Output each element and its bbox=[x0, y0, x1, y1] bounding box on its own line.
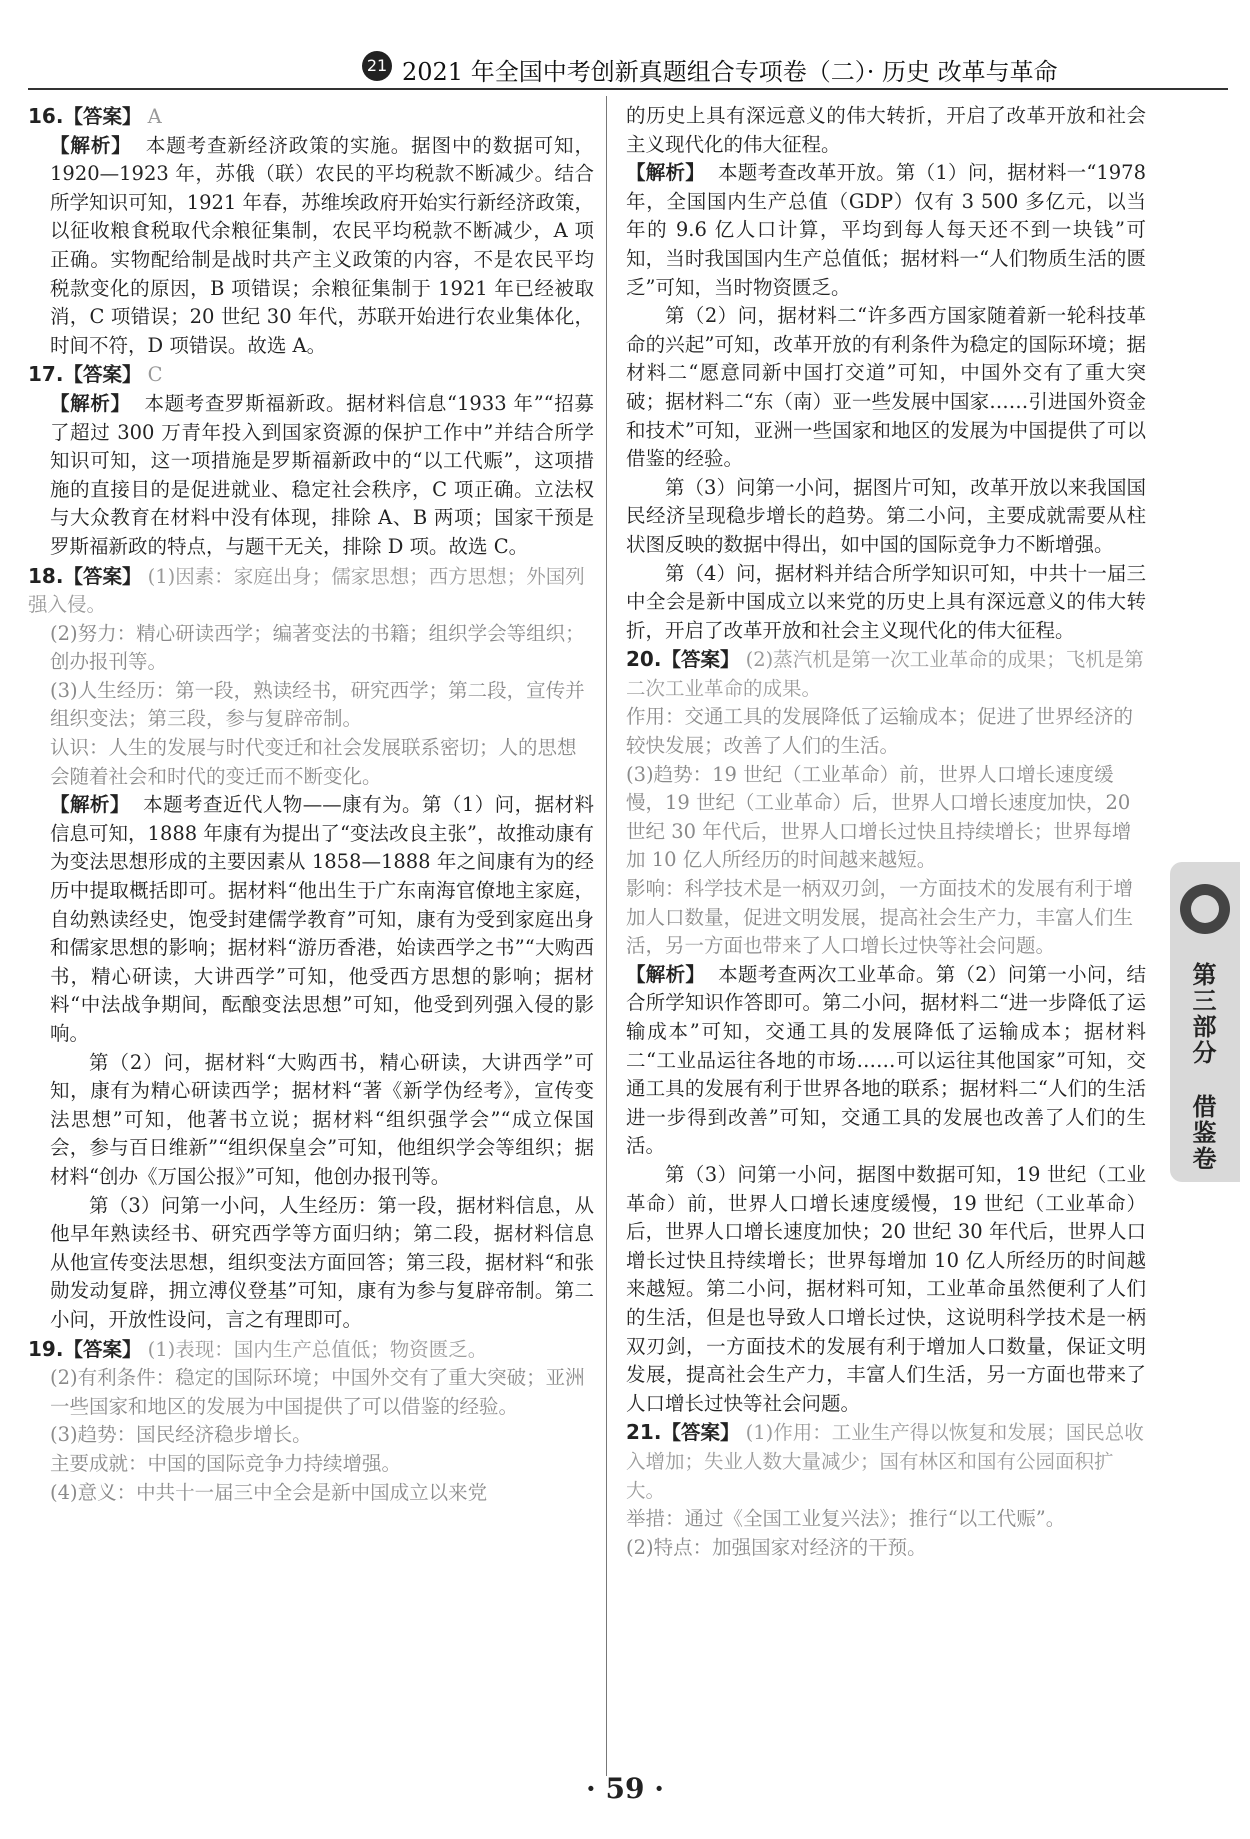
answer-continuation: 的历史上具有深远意义的伟大转折，开启了改革开放和社会主义现代化的伟大征程。 bbox=[626, 104, 1146, 156]
analysis-paragraph: 第（3）问第一小问，据图片可知，改革开放以来我国国民经济呈现稳步增长的趋势。第二小问，主要成就需要从柱状图反映的数据中得出，如中国的国际竞争力不断增强。 bbox=[626, 475, 1146, 556]
analysis-text: 本题考查近代人物——康有为。第（1）问，据材料信息可知，1888 年康有为提出了“变法改良主张”，故推动康有为变法思想形成的主要因素从 1858—1888 年之间康有为的经历中提取概括即可。据材料“他出生于广东南海官僚地主家庭，自幼熟读经史，饱受封建儒学教育”可知，康有为受到家庭出身和儒家思想的影响；据材料“游历香港，始读西学之书”“大购西书，精心研读，大讲西学”可知，他受西方思想的影响；据材料“中法战争期间，酝酿变法思想”可知，他受到列强入侵的影响。 bbox=[50, 793, 594, 1045]
analysis-paragraph bbox=[28, 791, 594, 1048]
answer-line: (3)趋势：19 世纪（工业革命）前，世界人口增长速度缓慢，19 世纪（工业革命）后，世界人口增长速度加快，20 世纪 30 年代后，世界人口增长过快且持续增长；世界每增加 10 亿人所经历的时间越来越短。 bbox=[626, 762, 1132, 872]
page-number: · 59 · bbox=[586, 1772, 664, 1805]
analysis-tag: 【解析】 bbox=[626, 161, 706, 185]
question-20 bbox=[626, 645, 1146, 1418]
answer-tag: 【答案】 bbox=[63, 1337, 142, 1361]
target-icon bbox=[1180, 884, 1230, 934]
answer-line: (1)表现：国内生产总值低；物资匮乏。 bbox=[147, 1337, 488, 1361]
analysis-paragraph: 第（3）问第一小问，据图中数据可知，19 世纪（工业革命）前，世界人口增长速度缓慢，19 世纪（工业革命）后，世界人口增长速度加快；20 世纪 30 年代后，世界人口增长过快且持续增长；世界每增加 10 亿人所经历的时间越来越短。第二小问，据材料可知，工业革命虽然便利了人们的生活，但是也导致人口增长过快，这说明科学技术是一柄双刃剑，一方面技术的发展有利于增加人口数量，保证文明发展，提高社会生产力，丰富人们生活，另一方面也带来了人口增长过快等社会问题。 bbox=[626, 1162, 1146, 1415]
answer-line: (2)有利条件：稳定的国际环境；中国外交有了重大突破；亚洲一些国家和地区的发展为中国提供了可以借鉴的经验。 bbox=[50, 1366, 585, 1418]
side-tab-part: 第三部分 bbox=[1188, 962, 1216, 1066]
header-title-text: 2021 年全国中考创新真题组合专项卷（二）· 历史 改革与革命 bbox=[402, 58, 1058, 86]
analysis-paragraph bbox=[28, 132, 594, 361]
answer-tag: 【答案】 bbox=[63, 105, 142, 128]
column-divider bbox=[606, 96, 607, 1776]
question-number: 16. bbox=[28, 104, 64, 128]
analysis-paragraph: 第（2）问，据材料二“许多西方国家随着新一轮科技革命的兴起”可知，改革开放的有利条件为稳定的国际环境；据材料二“愿意同新中国打交道”可知，中国外交有了重大突破；据材料二“东（南）亚一些发展中国家……引进国外资金和技术”可知，亚洲一些国家和地区的发展为中国提供了可以借鉴的经验。 bbox=[626, 304, 1146, 471]
analysis-text: 本题考查罗斯福新政。据材料信息“1933 年”“招募了超过 300 万青年投入到国家资源的保护工作中”并结合所学知识可知，这一项措施是罗斯福新政中的“以工代赈”，这项措施的直接目的是促进就业、稳定社会秩序，C 项正确。立法权与大众教育在材料中没有体现，排除 A、B 两项；国家干预是罗斯福新政的特点，与题干无关，排除 D 项。故选 C。 bbox=[50, 391, 594, 558]
analysis-paragraph: 第（2）问，据材料“大购西书，精心研读，大讲西学”可知，康有为精心研读西学；据材料“著《新学伪经考》，宣传变法思想”可知，他著书立说；据材料“组织强学会”“成立保国会，参与百日维新”“组织保皇会”可知，他组织学会等组织；据材料“创办《万国公报》”可知，他创办报刊等。 bbox=[50, 1050, 594, 1188]
answer-value: A bbox=[147, 105, 162, 128]
question-21 bbox=[626, 1418, 1146, 1562]
question-number: 19. bbox=[28, 1336, 64, 1361]
analysis-paragraph bbox=[626, 961, 1146, 1161]
analysis-tag: 【解析】 bbox=[50, 391, 131, 415]
answer-line: (2)努力：精心研读西学；编著变法的书籍；组织学会等组织；创办报刊等。 bbox=[50, 621, 585, 674]
question-16 bbox=[28, 102, 594, 360]
answer-line: (3)趋势：国民经济稳步增长。 bbox=[50, 1423, 312, 1447]
question-number: 18. bbox=[28, 563, 64, 588]
answer-value: C bbox=[147, 363, 163, 387]
answer-tag: 【答案】 bbox=[661, 648, 740, 672]
answer-line: (3)人生经历：第一段，熟读经书，研究西学；第二段，宣传并组织变法；第三段，参与复辟帝制。 bbox=[50, 678, 585, 731]
analysis-tag: 【解析】 bbox=[50, 133, 132, 157]
answer-line: 主要成就：中国的国际竞争力持续增强。 bbox=[50, 1451, 402, 1475]
question-number: 17. bbox=[28, 362, 64, 387]
analysis-text: 本题考查新经济政策的实施。据图中的数据可知，1920—1923 年，苏俄（联）农民的平均税款不断减少。结合所学知识可知，1921 年春，苏维埃政府开始实行新经济政策，以征收粮食税取代余粮征集制，农民平均税款不断减少，A 项正确。实物配给制是战时共产主义政策的内容，不是农民平均税款变化的原因，B 项错误；余粮征集制于 1921 年已经被取消，C 项错误；20 世纪 30 年代，苏联开始进行农业集体化，时间不符，D 项错误。故选 A。 bbox=[50, 133, 594, 357]
answer-tag: 【答案】 bbox=[63, 564, 142, 588]
left-column bbox=[28, 102, 594, 1507]
series-badge: 21 bbox=[362, 51, 392, 81]
analysis-tag: 【解析】 bbox=[50, 793, 130, 817]
page-header bbox=[0, 0, 1250, 84]
question-number: 21. bbox=[626, 1420, 662, 1445]
question-18 bbox=[28, 562, 594, 1335]
answer-line: (1)作用：工业生产得以恢复和发展；国民总收入增加；失业人数大量减少；国有林区和国有公园面积扩大。 bbox=[626, 1421, 1144, 1502]
answer-tag: 【答案】 bbox=[661, 1421, 740, 1445]
header-title bbox=[362, 52, 1058, 87]
analysis-text: 本题考查两次工业革命。第（2）问第一小问，结合所学知识作答即可。第二小问，据材料二“进一步降低了运输成本”可知，交通工具的发展降低了运输成本；据材料二“工业品运往各地的市场……可以运往其他国家”可知，交通工具的发展有利于世界各地的联系；据材料二“人们的生活进一步得到改善”可知，交通工具的发展也改善了人们的生活。 bbox=[626, 962, 1146, 1158]
analysis-tag: 【解析】 bbox=[626, 962, 706, 986]
right-column bbox=[626, 102, 1146, 1562]
answer-line: (4)意义：中共十一届三中全会是新中国成立以来党 bbox=[50, 1480, 488, 1504]
answer-line: (2)蒸汽机是第一次工业革命的成果；飞机是第二次工业革命的成果。 bbox=[626, 648, 1144, 700]
side-tab-name: 借鉴卷 bbox=[1188, 1094, 1216, 1172]
analysis-paragraph bbox=[28, 390, 594, 562]
answer-line: 举措：通过《全国工业复兴法》；推行“以工代赈”。 bbox=[626, 1507, 1066, 1531]
answer-tag: 【答案】 bbox=[63, 363, 142, 387]
section-side-tab bbox=[1170, 862, 1240, 1182]
answer-line: 认识：人生的发展与时代变迁和社会发展联系密切；人的思想会随着社会和时代的变迁而不断变化。 bbox=[50, 736, 577, 788]
analysis-paragraph: 第（3）问第一小问，人生经历：第一段，据材料信息，从他早年熟读经书、研究西学等方面归纳；第二段，据材料信息从他宣传变法思想，组织变法方面回答；第三段，据材料“和张勋发动复辟，拥立溥仪登基”可知，康有为参与复辟帝制。第二小问，开放性设问，言之有理即可。 bbox=[50, 1193, 594, 1331]
answer-line: 作用：交通工具的发展降低了运输成本；促进了世界经济的较快发展；改善了人们的生活。 bbox=[626, 705, 1134, 758]
question-number: 20. bbox=[626, 647, 662, 672]
header-rule bbox=[28, 88, 1228, 90]
analysis-paragraph bbox=[626, 159, 1146, 302]
answer-line: (1)因素：家庭出身；儒家思想；西方思想；外国列强入侵。 bbox=[28, 564, 585, 617]
question-17 bbox=[28, 360, 594, 561]
analysis-text: 本题考查改革开放。第（1）问，据材料一“1978 年，全国国内生产总值（GDP）仅有 3 500 多亿元，以当年的 9.6 亿人口计算，平均到每人每天还不到一块钱”可知，当时我国国内生产总值低；据材料一“人们物质生活的匮乏”可知，当时物资匮乏。 bbox=[626, 161, 1146, 299]
analysis-paragraph: 第（4）问，据材料并结合所学知识可知，中共十一届三中全会是新中国成立以来党的历史上具有深远意义的伟大转折，开启了改革开放和社会主义现代化的伟大征程。 bbox=[626, 561, 1146, 642]
answer-line: (2)特点：加强国家对经济的干预。 bbox=[626, 1535, 927, 1559]
answer-line: 影响：科学技术是一柄双刃剑，一方面技术的发展有利于增加人口数量，促进文明发展，提高社会生产力，丰富人们生活，另一方面也带来了人口增长过快等社会问题。 bbox=[626, 877, 1134, 958]
question-19 bbox=[28, 1335, 594, 1508]
